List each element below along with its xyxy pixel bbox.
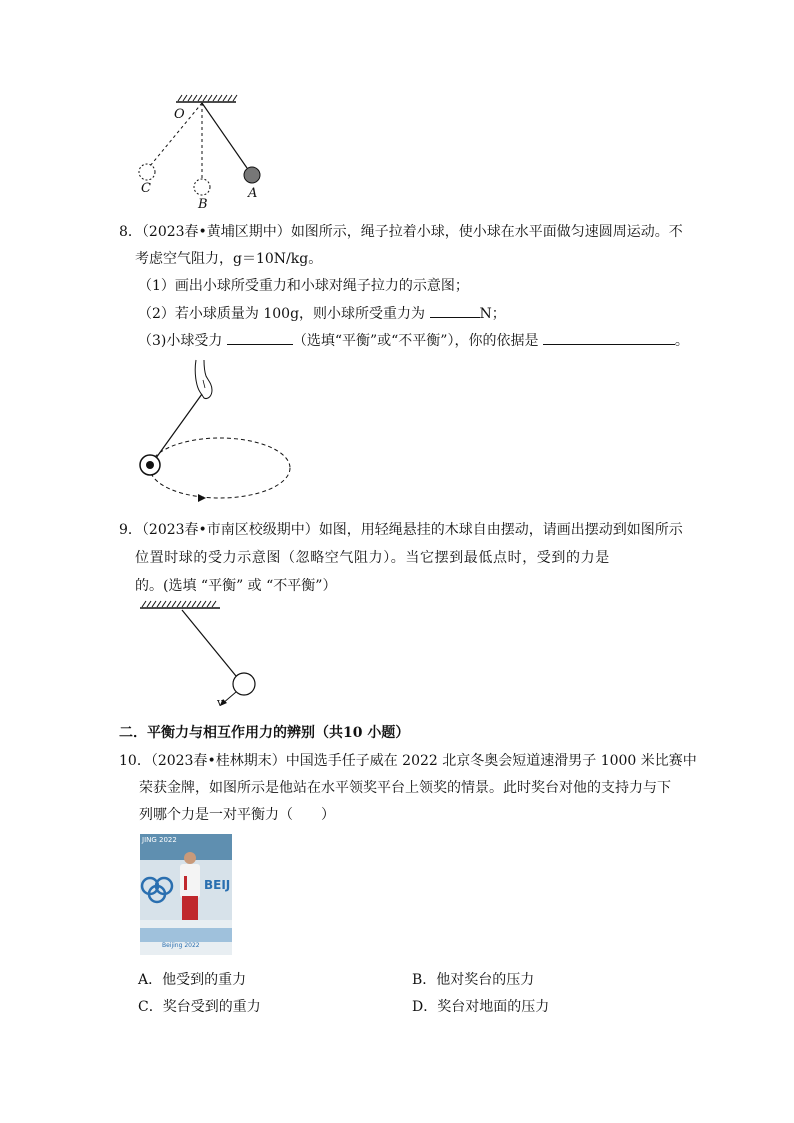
q10-source: （2023春•桂林期末） [150,753,286,769]
q8-source: （2023春•黄埔区期中） [141,224,291,240]
option-b[interactable] [412,969,534,989]
q8-stem: 如图所示，绳子拉着小球，使小球在水平面做匀速圆周运动。不 [290,224,683,240]
label-b: B [198,197,208,212]
q8-sub3-pre: （3)小球受力 [138,333,227,349]
q8-number: 8． [119,224,142,240]
label-c: C [141,181,151,196]
q9-ball [233,673,255,695]
option-a-key: A． [138,972,163,988]
q10-line1 [119,750,697,770]
photo-banner-right: BEIJ [204,878,231,892]
label-o: O [174,107,185,122]
option-c-key: C． [138,999,163,1015]
q10-line3: 列哪个力是一对平衡力（ ） [139,807,335,823]
q8-sub2-pre: （2）若小球质量为 100g，则小球所受重力为 [138,306,430,322]
q9-number: 9． [119,522,142,538]
option-c[interactable] [138,996,261,1016]
q9-line2: 位置时球的受力示意图（忽略空气阻力）。当它摆到最低点时，受到的力是 [135,550,610,566]
q9-line3: 的。(选填 “平衡” 或 “不平衡”） [135,578,337,594]
photo-banner-top: JING 2022 [142,836,177,844]
q9-source: （2023春•市南区校级期中） [141,522,319,538]
option-d-text: 奖台对地面的压力 [437,999,550,1015]
photo-banner-bottom: Beijing 2022 [162,942,200,949]
option-b-text: 他对奖台的压力 [436,972,535,988]
option-d-key: D． [412,999,438,1015]
q10-stem: 中国选手任子威在 2022 北京冬奥会短道速滑男子 1000 米比赛中 [285,753,697,769]
q8-sub3-mid: （选填“平衡”或“不平衡”），你的依据是 [292,333,543,349]
q10-number: 10． [119,753,151,769]
option-a-text: 他受到的重力 [162,972,247,988]
label-a: A [248,186,258,201]
q8-sub1: （1）画出小球所受重力和小球对绳子拉力的示意图； [138,278,469,294]
q8-line2: 考虑空气阻力，g＝10N/kg。 [135,251,323,267]
q8-sub3-post: 。 [674,333,689,349]
q8-sub2-post: N； [479,306,506,322]
option-c-text: 奖台受到的重力 [162,999,261,1015]
q9-stem: 如图，用轻绳悬挂的木球自由摆动，请画出摆动到如图所示 [318,522,683,538]
option-b-key: B． [412,972,437,988]
option-d[interactable] [412,996,549,1016]
section-2-title: 二．平衡力与相互作用力的辨别（共10 小题） [119,725,410,741]
q10-line2: 荣获金牌，如图所示是他站在水平领奖平台上领奖的情景。此时奖台对他的支持力与下 [139,780,671,796]
podium-photo [140,834,232,955]
q9-label-v: v [217,696,224,709]
option-a[interactable] [138,969,246,989]
